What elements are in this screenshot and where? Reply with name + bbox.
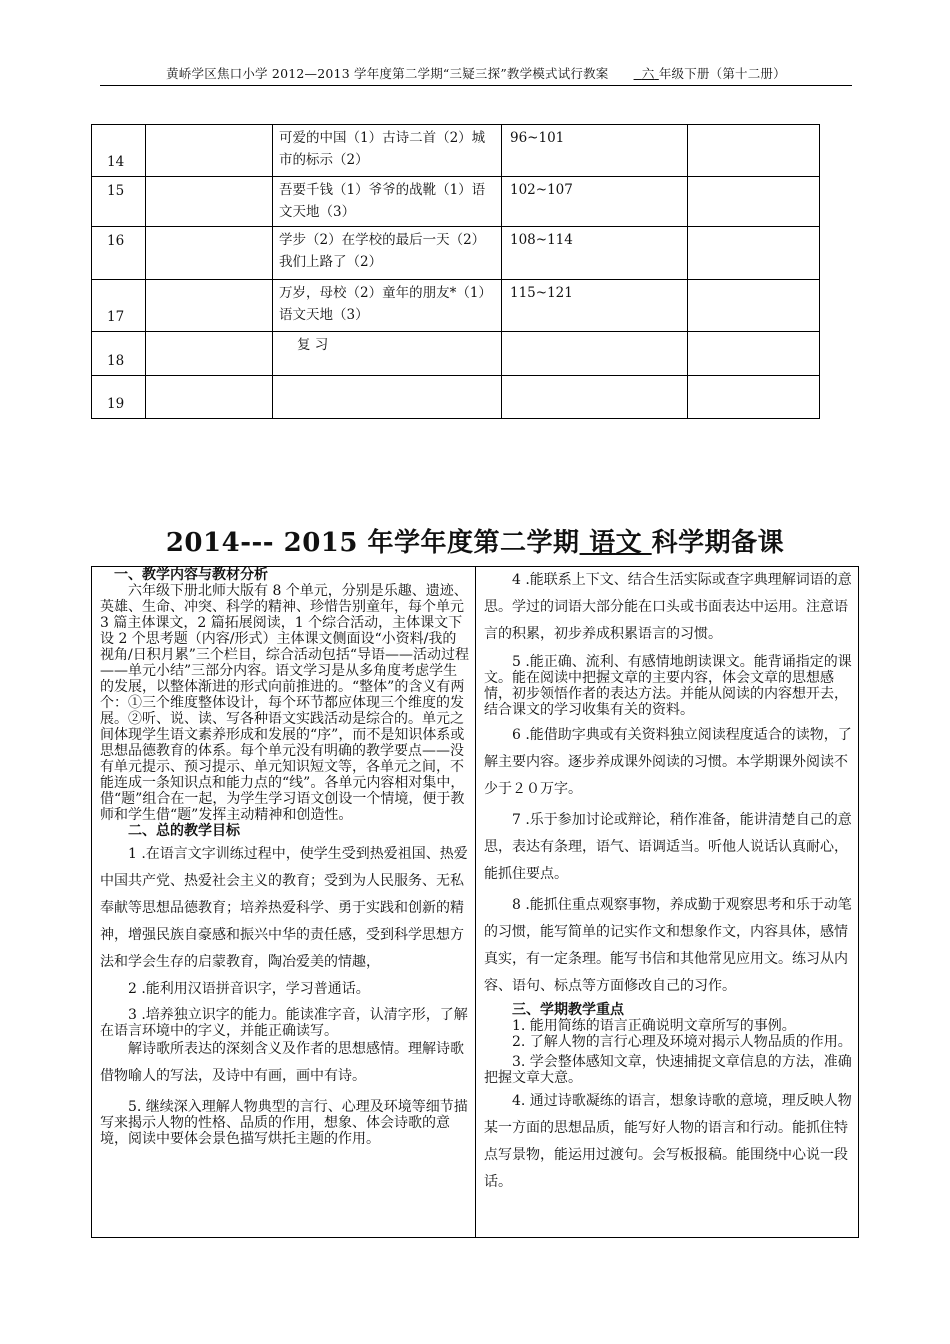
- week-cell: 18: [92, 332, 146, 376]
- content-cell: 万岁，母校（2）童年的朋友*（1）语文天地（3）: [273, 280, 502, 332]
- table-row: [92, 376, 820, 419]
- header-grade: 六: [641, 66, 655, 81]
- title-prefix: 2014--- 2015 年学年度第二学期: [165, 528, 580, 558]
- blank-cell: [688, 376, 820, 419]
- goal-item: 5. 继续深入理解人物典型的言行、心理及环境等细节描写来揭示人物的性格、品质的作用，想象、体会诗歌的意境，阅读中要体会景色描写烘托主题的作用。: [100, 1099, 468, 1147]
- header-rule: [100, 85, 852, 86]
- section-heading: 三、学期教学重点: [512, 1002, 624, 1018]
- table-row: [92, 332, 820, 376]
- week-cell: 19: [92, 376, 146, 419]
- header-prefix: 黄峤学区焦口小学 2012—2013 学年度第二学期“三疑三探”教学模式试行教案: [166, 66, 609, 81]
- goal-item: 5 .能正确、流利、有感情地朗读课文。能背诵指定的课文。能在阅读中把握文章的主要内容，体会文章的思想感情，初步领悟作者的表达方法。并能从阅读的内容想开去，结合课文的学习收集有关的资料。: [484, 654, 852, 718]
- left-column: [100, 567, 470, 1147]
- focus-item: 3. 学会整体感知文章，快速捕捉文章信息的方法，准确把握文章大意。: [484, 1054, 852, 1086]
- pages-cell: [502, 376, 688, 419]
- page-header: [100, 64, 852, 82]
- focus-item: 4. 通过诗歌凝练的语言，想象诗歌的意境，理反映人物某一方面的思想品质，能写好人物的语言和行动。能抓住特点写景物，能运用过渡句。会写板报稿。能围绕中心说一段话。: [484, 1093, 852, 1190]
- goal-item: 解诗歌所表达的深刻含义及作者的思想感情。理解诗歌借物喻人的写法，及诗中有画，画中有诗。: [100, 1041, 464, 1084]
- blank-cell: [146, 125, 273, 177]
- goal-item: 1 .在语言文字训练过程中，使学生受到热爱祖国、热爱中国共产党、热爱社会主义的教育；受到为人民服务、无私奉献等思想品德教育；培养热爱科学、勇于实践和创新的精神，增强民族自豪感和振兴中华的责任感，受到科学思想方法和学会生存的启蒙教育，陶冶爱美的情趣，: [100, 846, 468, 970]
- plan-table: [91, 566, 859, 1238]
- header-suffix: 年级下册（第十二册）: [658, 66, 786, 81]
- pages-cell: 108~114: [502, 227, 688, 280]
- content-cell: [273, 376, 502, 419]
- blank-cell: [688, 280, 820, 332]
- page-title: [0, 522, 950, 559]
- pages-cell: 96~101: [502, 125, 688, 177]
- table-row: [92, 280, 820, 332]
- goal-item: 3 .培养独立识字的能力。能读准字音，认清字形，了解在语言环境中的字义，并能正确读写。: [100, 1007, 468, 1039]
- goal-item: 6 .能借助字典或有关资料独立阅读程度适合的读物，了解主要内容。逐步养成课外阅读的习惯。本学期课外阅读不少于２０万字。: [484, 727, 852, 797]
- goal-item: 7 .乐于参加讨论或辩论，稍作准备，能讲清楚自己的意思，表达有条理，语气、语调适当。听他人说话认真耐心，能抓住要点。: [484, 812, 852, 882]
- table-row: [92, 227, 820, 280]
- blank-cell: [688, 332, 820, 376]
- section-heading: 二、总的教学目标: [128, 823, 240, 839]
- blank-cell: [688, 177, 820, 227]
- pages-cell: 102~107: [502, 177, 688, 227]
- table-row: [92, 125, 820, 177]
- blank-cell: [146, 376, 273, 419]
- goal-item: 4 .能联系上下文、结合生活实际或查字典理解词语的意思。学过的词语大部分能在口头或书面表达中运用。注意语言的积累，初步养成积累语言的习惯。: [484, 572, 852, 642]
- title-suffix: 科学期备课: [651, 528, 785, 558]
- blank-cell: [688, 227, 820, 280]
- column-divider: [475, 567, 476, 1237]
- pages-cell: [502, 332, 688, 376]
- blank-cell: [688, 125, 820, 177]
- section-heading: 一、教学内容与教材分析: [114, 567, 268, 583]
- content-cell: 吾要千钱（1）爷爷的战靴（1）语文天地（3）: [273, 177, 502, 227]
- title-subject: 语文: [579, 528, 652, 558]
- blank-cell: [146, 177, 273, 227]
- focus-item: 2. 了解人物的言行心理及环境对揭示人物品质的作用。: [512, 1034, 852, 1050]
- content-cell: 可爱的中国（1）古诗二首（2）城市的标示（2）: [273, 125, 502, 177]
- blank-cell: [146, 280, 273, 332]
- week-cell: 15: [92, 177, 146, 227]
- blank-cell: [146, 227, 273, 280]
- week-cell: 16: [92, 227, 146, 280]
- paragraph: 六年级下册北师大版有 8 个单元，分别是乐趣、遗迹、英雄、生命、冲突、科学的精神、珍惜告别童年，每个单元 3 篇主体课文，2 篇拓展阅读，1 个综合活动，主体课文下设 2 个思考题（内容/形式）主体课文侧面设“小资料/我的视角/日积月累”三个栏目，综合活动包括“导语——活动过程——单元小结”三部分内容。语文学习是从多角度考虑学生的发展，以整体渐进的形式向前推进的。“整体”的含义有两个：①三个维度整体设计，每个环节都应体现三个维度的发展。②听、说、读、写各种语文实践活动是综合的。单元之间体现学生语文素养形成和发展的“序”，而不是知识体系或思想品德教育的体系。每个单元没有明确的教学要点——没有单元提示、预习提示、单元知识短文等，各单元之间，不能连成一条知识点和能力点的“线”。各单元内容相对集中，借“题”组合在一起，为学生学习语文创设一个情境，便于教师和学生借“题”发挥主动精神和创造性。: [100, 583, 470, 823]
- blank-cell: [146, 332, 273, 376]
- week-cell: 17: [92, 280, 146, 332]
- pages-cell: 115~121: [502, 280, 688, 332]
- content-cell: 复 习: [273, 332, 502, 376]
- goal-item: 8 .能抓住重点观察事物，养成勤于观察思考和乐于动笔的习惯，能写简单的记实作文和想象作文，内容具体，感情真实，有一定条理。能写书信和其他常见应用文。练习从内容、语句、标点等方面修改自己的习作。: [484, 897, 852, 994]
- right-column: [484, 567, 852, 1196]
- week-cell: 14: [92, 125, 146, 177]
- goal-item: 2 .能利用汉语拼音识字，学习普通话。: [128, 981, 370, 997]
- focus-item: 1. 能用简练的语言正确说明文章所写的事例。: [512, 1018, 796, 1034]
- schedule-table: [91, 124, 820, 419]
- content-cell: 学步（2）在学校的最后一天（2）我们上路了（2）: [273, 227, 502, 280]
- table-row: [92, 177, 820, 227]
